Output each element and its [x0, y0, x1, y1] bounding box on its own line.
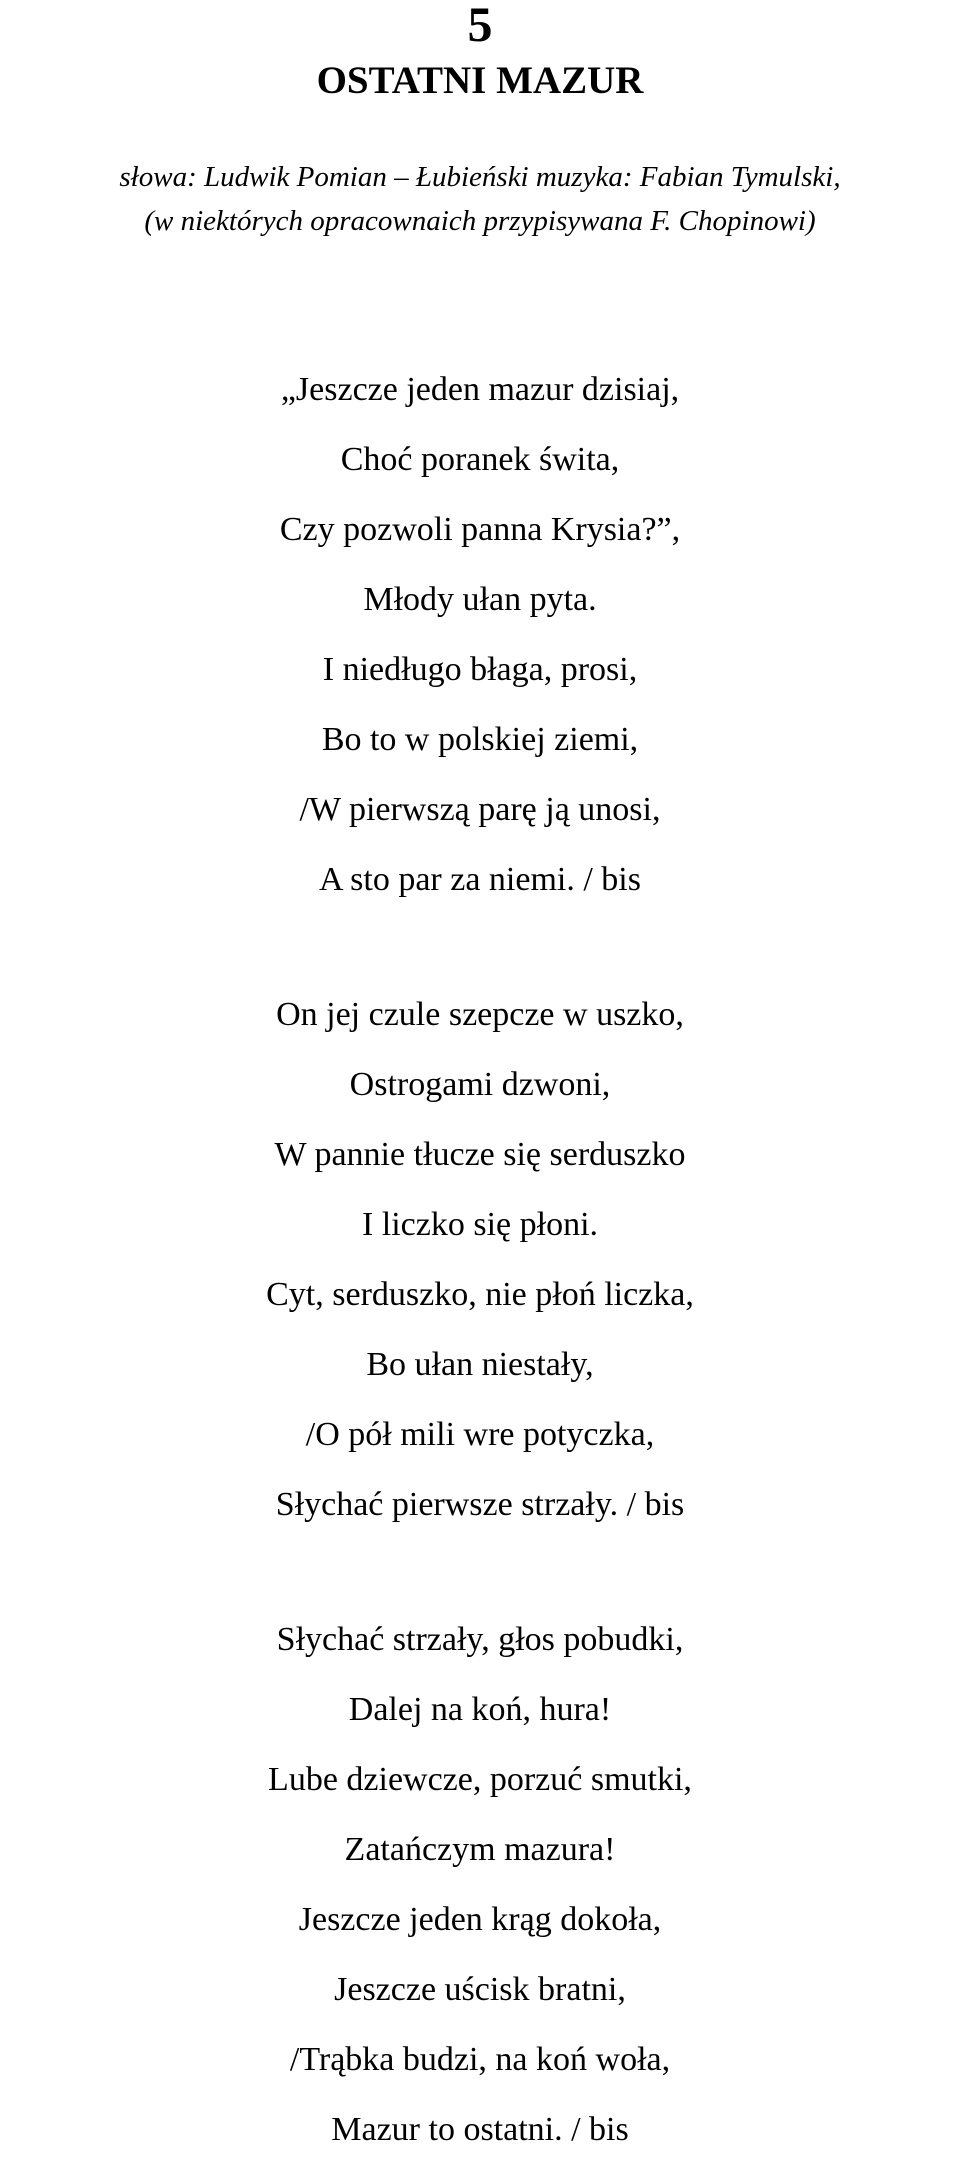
song-credits: [0, 155, 960, 243]
verse-line: Młody ułan pyta.: [363, 581, 597, 618]
verse-line: Lube dziewcze, porzuć smutki,: [268, 1761, 692, 1798]
verse-line: Mazur to ostatni. / bis: [331, 2111, 629, 2148]
verse-line: Dalej na koń, hura!: [348, 1691, 612, 1728]
verse-line: /Trąbka budzi, na koń woła,: [289, 2041, 671, 2078]
verse-line: Bo to w polskiej ziemi,: [321, 721, 639, 758]
verse-line: Słychać pierwsze strzały. / bis: [275, 1486, 685, 1523]
verse-line: On jej czule szepcze w uszko,: [276, 996, 684, 1033]
verse-line: „Jeszcze jeden mazur dzisiaj,: [280, 371, 680, 408]
stanza-2: [0, 980, 960, 1540]
stanza-1: [0, 355, 960, 915]
song-title: OSTATNI MAZUR: [316, 59, 644, 102]
verse-line: Choć poranek świta,: [340, 441, 620, 478]
verse-line: Zatańczym mazura!: [344, 1831, 616, 1868]
verse-line: Czy pozwoli panna Krysia?”,: [279, 511, 681, 548]
verse-line: Słychać strzały, głos pobudki,: [276, 1621, 684, 1658]
verse-line: I liczko się płoni.: [361, 1206, 599, 1243]
song-number: 5: [467, 0, 493, 52]
credits-line: (w niektórych opracownaich przypisywana F. Chopinowi): [144, 205, 816, 237]
verse-line: Bo ułan niestały,: [366, 1346, 594, 1383]
stanza-3: [0, 1605, 960, 2165]
verse-line: Cyt, serduszko, nie płoń liczka,: [266, 1276, 694, 1313]
verse-line: Ostrogami dzwoni,: [349, 1066, 611, 1103]
verse-line: A sto par za niemi. / bis: [318, 861, 641, 898]
verse-line: /W pierwszą parę ją unosi,: [299, 791, 661, 828]
credits-line: słowa: Ludwik Pomian – Łubieński muzyka: Fabian Tymulski,: [119, 161, 841, 193]
verse-line: Jeszcze uścisk bratni,: [334, 1971, 626, 2008]
verse-line: W pannie tłucze się serduszko: [274, 1136, 686, 1173]
verse-line: I niedługo błaga, prosi,: [322, 651, 638, 688]
verse-line: /O pół mili wre potyczka,: [305, 1416, 655, 1453]
verse-line: Jeszcze jeden krąg dokoła,: [298, 1901, 662, 1938]
